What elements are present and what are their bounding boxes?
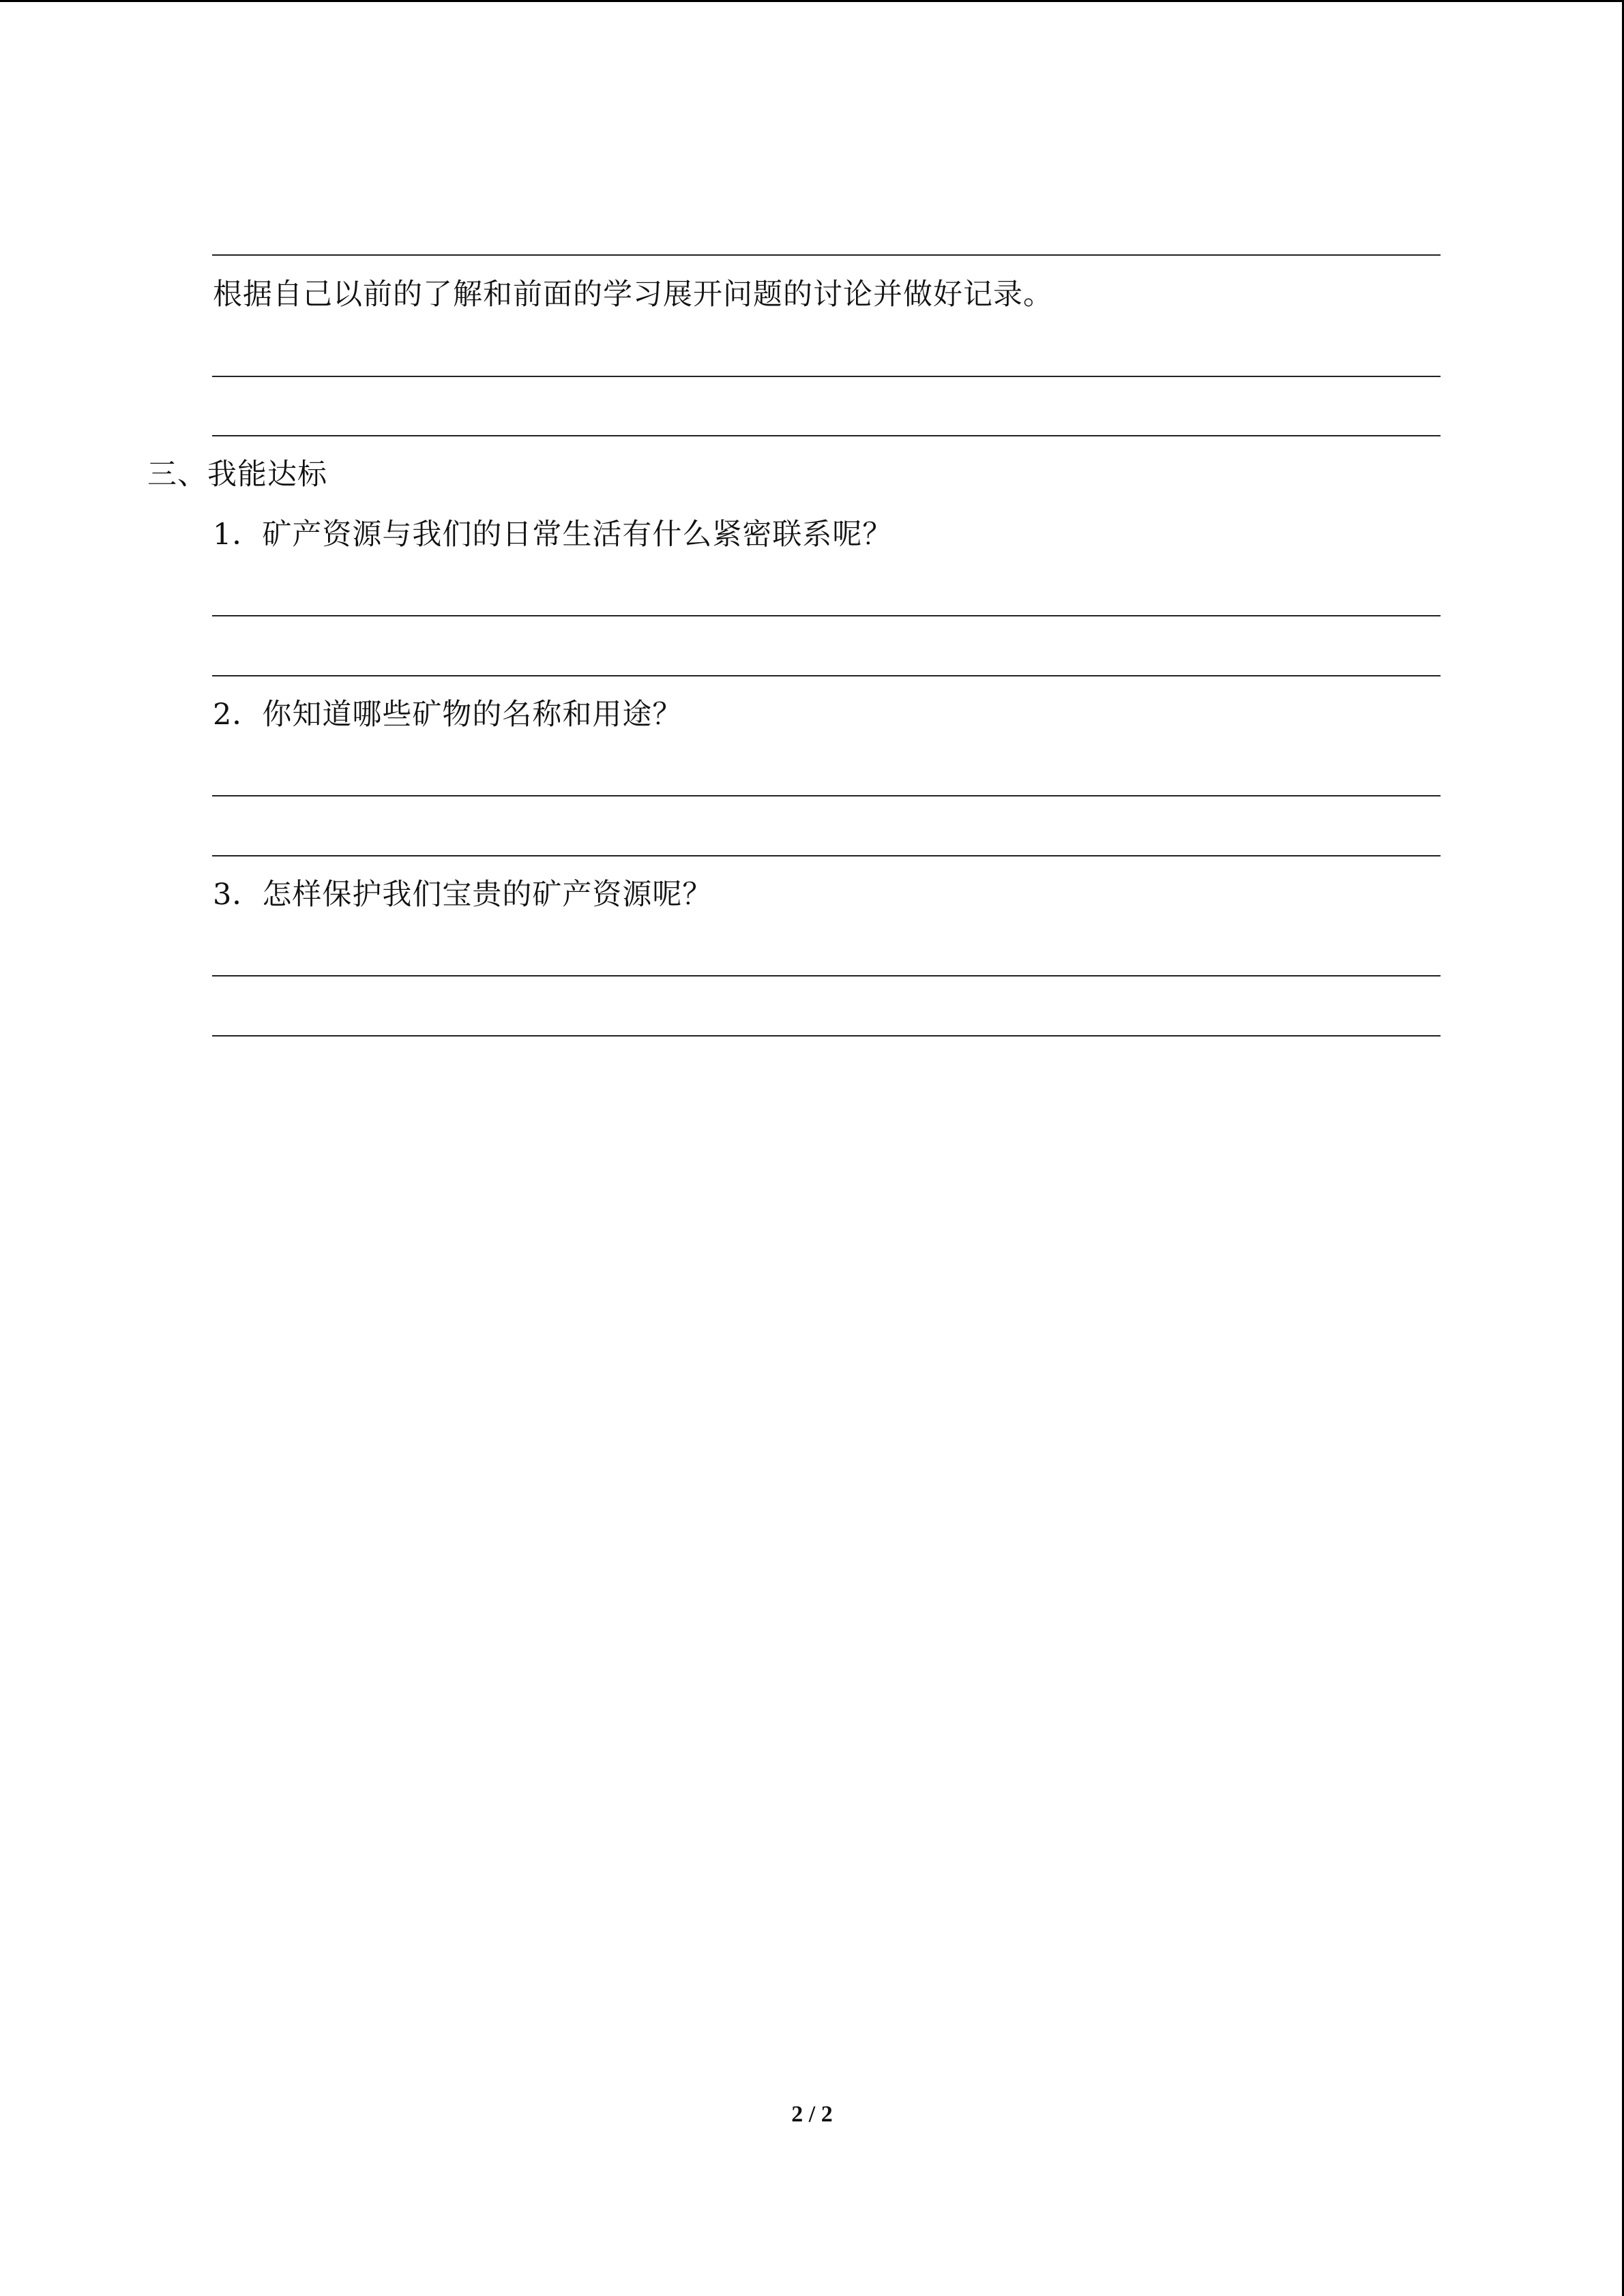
answer-line xyxy=(212,254,1441,256)
question-1: 1．矿产资源与我们的日常生活有什么紧密联系呢？ xyxy=(213,518,893,552)
intro-instruction: 根据自己以前的了解和前面的学习展开问题的讨论并做好记录。 xyxy=(213,278,1053,312)
page-number: 2 / 2 xyxy=(791,2102,833,2127)
answer-line xyxy=(212,975,1441,976)
answer-line xyxy=(212,795,1441,796)
answer-line xyxy=(212,855,1441,856)
question-2: 2．你知道哪些矿物的名称和用途？ xyxy=(213,698,683,732)
page-top-border xyxy=(0,0,1624,2)
answer-line xyxy=(212,615,1441,616)
section-heading: 三、我能达标 xyxy=(147,458,327,492)
answer-line xyxy=(212,435,1441,436)
answer-line xyxy=(212,376,1441,377)
answer-line xyxy=(212,1035,1441,1037)
question-3: 3．怎样保护我们宝贵的矿产资源呢？ xyxy=(213,878,713,912)
answer-line xyxy=(212,675,1441,676)
